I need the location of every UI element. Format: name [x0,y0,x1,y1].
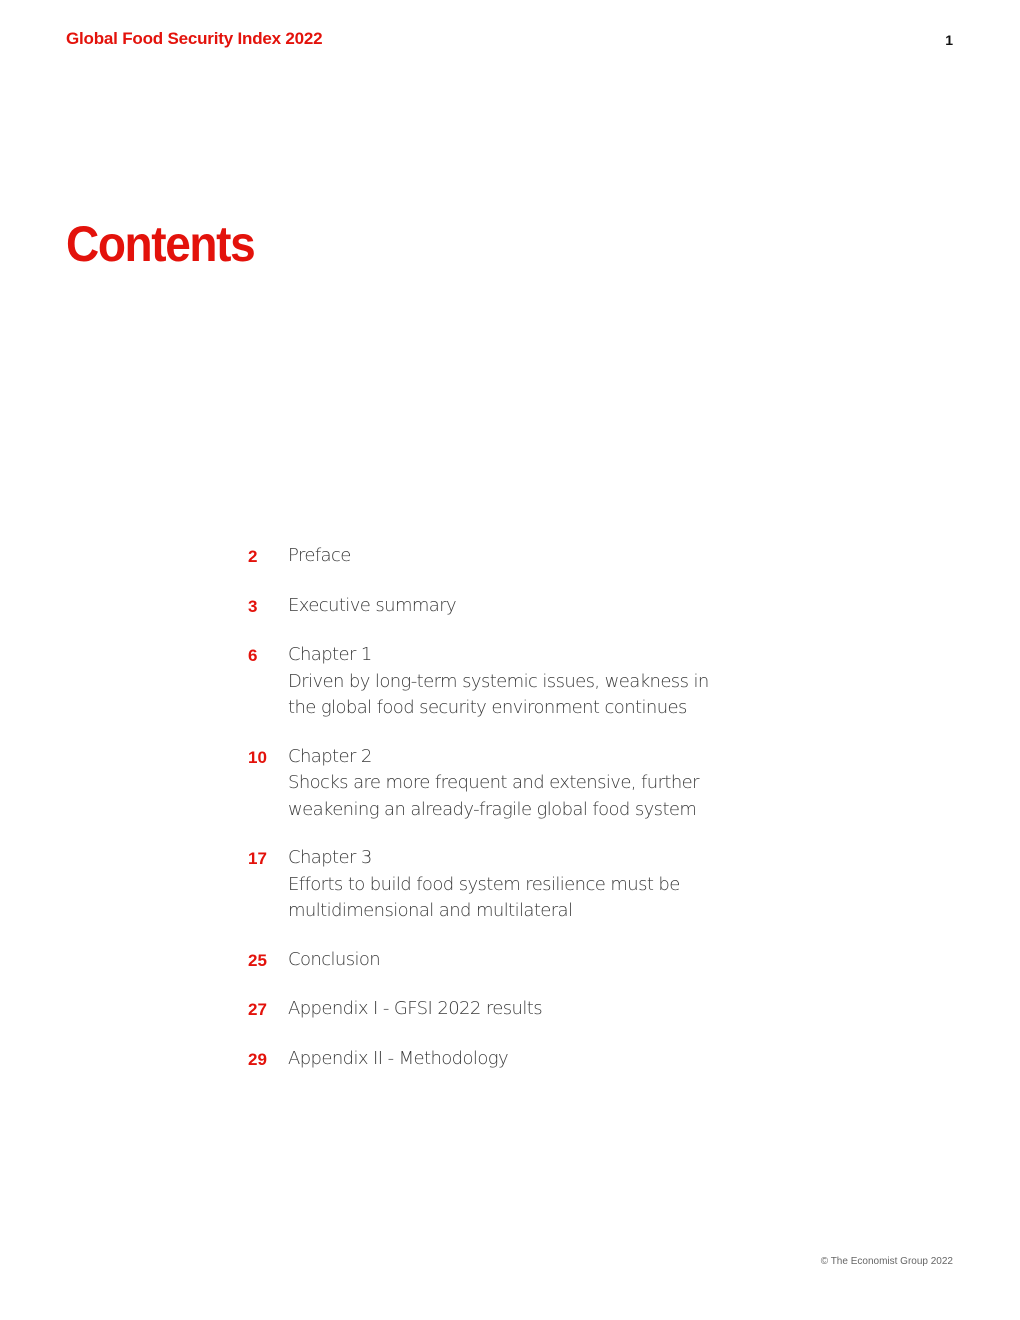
toc-page-number: 2 [248,547,258,566]
table-of-contents [248,543,728,1095]
page-number: 1 [945,32,953,48]
toc-entry-text [288,642,728,722]
toc-entry-appendix-1[interactable] [248,996,728,1024]
report-title: Global Food Security Index 2022 [66,29,323,48]
toc-page-number: 6 [248,646,258,665]
toc-page-number: 3 [248,596,258,616]
toc-entry-chapter-3[interactable] [248,845,728,925]
toc-entry-title: Chapter 1 [288,644,372,665]
toc-entry-text [288,996,728,1023]
toc-entry-text [288,845,728,925]
toc-entry-title: Preface [288,545,351,566]
toc-entry-executive-summary[interactable] [248,593,728,621]
toc-entry-appendix-2[interactable] [248,1046,728,1074]
toc-entry-subtitle-line: Efforts to build food system resilience must be [288,873,680,895]
toc-entry-text [288,543,728,570]
toc-entry-chapter-1[interactable] [248,642,728,722]
toc-entry-subtitle-line: weakening an already-fragile global food system [288,798,697,820]
toc-entry-subtitle-line: the global food security environment continues [288,697,687,718]
toc-entry-chapter-2[interactable] [248,744,728,824]
toc-entry-subtitle-line: Driven by long-term systemic issues, weakness in [288,670,709,692]
toc-entry-text [288,1046,728,1073]
toc-page-number: 10 [248,747,267,767]
toc-entry-title: Conclusion [288,948,381,970]
toc-entry-text [288,593,728,620]
toc-entry-text [288,947,728,974]
toc-page-number: 27 [248,1000,267,1019]
toc-entry-conclusion[interactable] [248,947,728,975]
copyright-footer: © The Economist Group 2022 [820,1256,953,1267]
contents-heading: Contents [66,216,255,272]
toc-entry-title: Chapter 3 [288,847,372,868]
toc-page-number: 25 [248,950,267,970]
toc-page-number: 17 [248,849,267,868]
toc-entry-preface[interactable] [248,543,728,571]
toc-entry-title: Executive summary [288,594,457,616]
toc-entry-title: Chapter 2 [288,745,372,767]
toc-entry-subtitle-line: multidimensional and multilateral [288,900,573,921]
toc-entry-title: Appendix II - Methodology [288,1047,508,1069]
toc-entry-subtitle-line: Shocks are more frequent and extensive, further [288,772,699,793]
toc-page-number: 29 [248,1049,267,1069]
toc-entry-text [288,744,728,824]
toc-entry-title: Appendix I - GFSI 2022 results [288,998,542,1019]
